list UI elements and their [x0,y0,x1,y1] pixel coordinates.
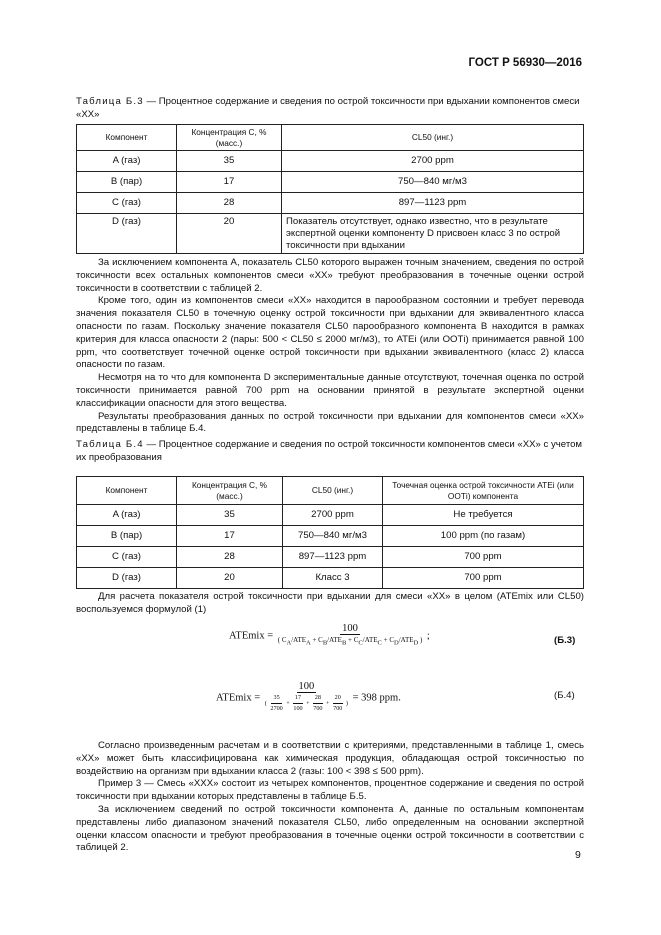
table-cell: A (газ) [77,151,177,172]
table-cell: 28 [177,193,282,214]
table-row [77,193,584,214]
page-number: 9 [575,849,581,861]
table-b4-caption [76,439,584,464]
header-cell: Компонент [77,477,177,505]
formula-2: ATEmix = 100 ( $\frac{35}{2700}$ + $\frac{17}{100}$ + $\frac{28}{700}$ + $\frac{20}{700}$ ) = 398 ppm. [216,681,401,712]
formula-1: ATEmix = 100 ( $C_A/ATE_A + C_B/ATE_B + C_C/ATE_C + C_D/ATE_D$ ) ; [229,623,430,647]
paragraph: За исключением сведений по острой токсичности компонента A, данные по остальным компонентам представлены либо диапазоном значений показателя CL50, либо определенным на основании экспертной оценки классом опасности и требуют преобразования в точечные оценки острой токсичности в соответствии с таблицей 2. [76,803,584,854]
paragraph: Несмотря на то что для компонента D экспериментальные данные отсутствуют, точечная оценка по острой токсичности принимается равной 700 ppm на основании принятой в результате экспертной оценки классификации опасности для этого вещества. [76,372,584,409]
table-header-row [77,125,584,151]
table-cell: 2700 ppm [283,505,383,526]
table-b4-label: Таблица Б.4 [76,439,144,450]
table-cell: B (пар) [77,172,177,193]
header-cell: Точечная оценка острой токсичности ATEi (или ООТi) компонента [383,477,584,505]
table-cell: 28 [177,547,283,568]
formula-2-denominator: ( $\frac{35}{2700}$ + $\frac{17}{100}$ + $\frac{28}{700}$ + $\frac{20}{700}$ ) [264,694,348,712]
table-cell: 700 ppm [383,568,584,589]
body-text-block-2 [76,740,584,855]
table-cell: D (газ) [77,214,177,254]
paragraph: Согласно произведенным расчетам и в соответствии с критериями, представленными в таблице 1, смесь «XX» может быть классифицирована как химическая продукция, обладающая острой токсичностью по воздействию на организм при вдыхании класса 2 (газы: 100 < 398 ≤ 500 ppm). [76,740,584,777]
table-cell: 750—840 мг/м3 [283,526,383,547]
table-row [77,526,584,547]
formula-1-number: (Б.3) [554,635,576,646]
table-row [77,172,584,193]
table-cell: 897—1123 ppm [283,547,383,568]
header-cell: CL50 (инг.) [282,125,584,151]
table-cell: 2700 ppm [282,151,584,172]
table-row [77,547,584,568]
table-cell: D (газ) [77,568,177,589]
formula-intro [76,591,584,617]
table-header-row [77,477,584,505]
formula-2-number: (Б.4) [554,690,575,701]
table-cell: Не требуется [383,505,584,526]
table-cell: Показатель отсутствует, однако известно, что в результате экспертной оценки компоненту D присвоен класс 3 по острой токсичности при вдыхании [282,214,584,254]
table-cell: B (пар) [77,526,177,547]
table-cell: 750—840 мг/м3 [282,172,584,193]
table-cell: Класс 3 [283,568,383,589]
table-row [77,568,584,589]
table-cell: 17 [177,526,283,547]
table-cell: C (газ) [77,547,177,568]
table-b3-caption [76,96,584,121]
document-header: ГОСТ Р 56930—2016 [468,57,582,69]
formula-2-fraction [263,682,350,714]
formula-1-numerator: 100 [342,623,358,634]
body-text-block-1 [76,257,584,436]
table-cell: 20 [177,568,283,589]
header-cell: CL50 (инг.) [283,477,383,505]
table-b4 [76,476,584,589]
table-cell: 100 ppm (по газам) [383,526,584,547]
formula-2-result: = 398 ppm. [352,692,401,704]
formula-2-numerator: 100 [298,681,315,692]
table-cell: 17 [177,172,282,193]
header-cell: Концентрация C, % (масс.) [177,477,283,505]
paragraph: Пример 3 — Смесь «XXX» состоит из четырех компонентов, процентное содержание и сведения по острой токсичности при вдыхании которых представлены в таблице Б.5. [76,778,584,803]
formula-1-fraction [276,624,425,648]
table-cell: 35 [177,151,282,172]
formula-1-lhs: ATEmix [229,630,265,642]
header-cell: Компонент [77,125,177,151]
table-row [77,151,584,172]
table-b4-caption-text: — Процентное содержание и сведения по острой токсичности компонентов смеси «XX» с учетом их преобразования [76,439,583,463]
paragraph: Результаты преобразования данных по острой токсичности при вдыхании для компонентов смеси «XX» представлены в таблице Б.4. [76,410,584,435]
table-b3-label: Таблица Б.3 [76,96,144,107]
table-row [77,505,584,526]
table-cell: 700 ppm [383,547,584,568]
formula-1-denominator: ( $C_A/ATE_A + C_B/ATE_B + C_C/ATE_C + C_D/ATE_D$ ) [277,636,423,647]
table-cell: 35 [177,505,283,526]
formula-2-lhs: ATEmix [216,692,252,704]
table-cell: 20 [177,214,282,254]
paragraph: За исключением компонента A, показатель CL50 которого выражен точным значением, сведения по острой токсичности всех остальных компонентов смеси «XX» требуют преобразования в точечные оценки острой токсичности в соответствии с таблицей 2. [76,257,584,294]
table-cell: A (газ) [77,505,177,526]
table-cell: 897—1123 ppm [282,193,584,214]
header-cell: Концентрация C, % (масс.) [177,125,282,151]
table-cell: C (газ) [77,193,177,214]
table-b3 [76,124,584,254]
table-row [77,214,584,254]
paragraph: Для расчета показателя острой токсичности при вдыхании для смеси «XX» в целом (ATEmix или CL50) воспользуемся формулой (1) [76,591,584,615]
paragraph: Кроме того, один из компонентов смеси «XX» находится в парообразном состоянии и требует перевода значения показателя CL50 в точечную оценку острой токсичности при вдыхании для эквивалентного класса опасности по газам. Поскольку значение показателя CL50 парообразного компонента B находится в рамках критерия для класса опасности 2 (пары: 500 < CL50 ≤ 2000 мг/м3), то ATEi (или ООТi) принимается равной 100 ppm, что соответствует точечной оценке острой токсичности при вдыхании эквивалентного (класс 2) класса опасности по газам. [76,295,584,371]
table-b3-caption-text: — Процентное содержание и сведения по острой токсичности при вдыхании компонентов смеси «XX» [76,96,580,120]
